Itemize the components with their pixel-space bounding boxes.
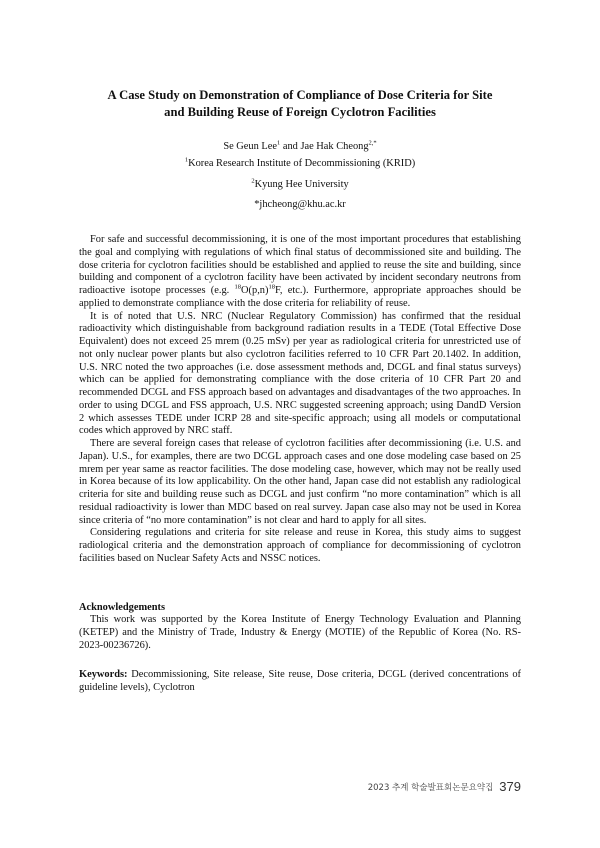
affiliation-2 [0,178,600,191]
affiliation-2-mark: 2 [251,177,255,185]
page-number: 379 [499,779,521,794]
author-1-affiliation-mark: 1 [276,139,281,147]
paragraph-3: There are several foreign cases that release of cyclotron facilities after decommissioning (i.e. U.S. and Japan). U.S., for examples, there are two DCGL approach cases and one dose modeling case based on 25 mrem per year same as reactor facilities. The dose modeling case, however, which may not be really used in Korea because of its low applicability. On the other hand, Japan case did not establish any radiological criteria for site and building reuse such as DCGL and just confirm “no more contamination” which is all residual radioactivity is lower than MDC based on real survey. Japan case also may not be used in Korea since criteria of “no more contamination” is not clear and hard to apply for all sites. [79,438,521,526]
paragraph-1-text-c: F, etc.). Furthermore, appropriate approaches should be applied to demonstrate compliance with the dose criteria for reliability of reuse. [79,285,522,309]
author-conjunction: and [280,141,301,152]
paragraph-1 [79,234,521,311]
affiliation-1 [0,157,600,170]
acknowledgements [79,614,521,652]
paper-title [60,87,540,121]
affiliation-2-text: Kyung Hee University [254,179,349,190]
page-footer [368,780,521,795]
acknowledgements-heading: Acknowledgements [79,602,166,613]
author-list [0,140,600,153]
paragraph-1-text-b: O(p,n) [241,285,269,296]
acknowledgements-text: This work was supported by the Korea Institute of Energy Technology Evaluation and Planning (KETEP) and the Ministry of Trade, Industry & Energy (MOTIE) of the Republic of Korea (No. RS-2023-00236726). [79,614,521,651]
author-2-affiliation-mark: 2,* [368,139,377,147]
author-1: Se Geun Lee [223,141,277,152]
paragraph-1-text-a: For safe and successful decommissioning, it is one of the most important procedures that establishing the goal and complying with regulations of which final status of decommissioned site and building. The dose criteria for cyclotron facilities should be established and applied to reuse the site and building, since building and component of a cyclotron facility have been activated by incident secondary neutrons from radioactive isotope processes (e.g. [79,234,521,296]
paragraph-4: Considering regulations and criteria for site release and reuse in Korea, this study aims to suggest radiological criteria and the demonstration approach of compliance for decommissioning of cyclotron facilities based on Nuclear Safety Acts and NSSC notices. [79,527,521,564]
affiliation-1-text: Korea Research Institute of Decommissioning (KRID) [188,158,416,169]
keywords-text: Decommissioning, Site release, Site reuse, Dose criteria, DCGL (derived concentrations of guideline levels), Cyclotron [79,669,521,693]
author-2: Jae Hak Cheong [300,141,369,152]
proceedings-title: 2023 추계 학술발표회논문요약집 [367,783,494,793]
isotope-mass-number: 18 [268,283,275,291]
affiliation-1-mark: 1 [184,156,189,164]
title-line-2: and Building Reuse of Foreign Cyclotron Facilities [164,105,436,119]
paragraph-2: It is of noted that U.S. NRC (Nuclear Regulatory Commission) has confirmed that the residual radioactivity which distinguishable from background radiation results in a TEDE (Total Effective Dose Equivalent) does not exceed 25 mrem (0.25 mSv) per year as radiological criteria for unrestricted use of not only nuclear power plants but also cyclotron facilities referred to 10 CFR Part 20.1402. In addition, U.S. NRC noted the two approaches (i.e. dose assessment methods and, DCGL and final status surveys) which can be applied for demonstrating compliance with the dose criteria of 10 CFR Part 20 and recommended DCGL and FSS approach based on advantages and disadvantages of the two approaches. In order to using DCGL and FSS approach, U.S. NRC suggested screening approach; using DandD Version 2 which assesses TEDE under ICRP 28 and site-specific approach; using all models or computational codes which approved by NRC staff. [79,310,521,437]
abstract-body [79,234,521,566]
keywords-label: Keywords: [79,669,128,680]
keywords [79,668,521,694]
title-line-1: A Case Study on Demonstration of Compliance of Dose Criteria for Site [107,88,493,102]
corresponding-email: *jhcheong@khu.ac.kr [254,199,346,210]
isotope-mass-number: 18 [234,283,242,291]
